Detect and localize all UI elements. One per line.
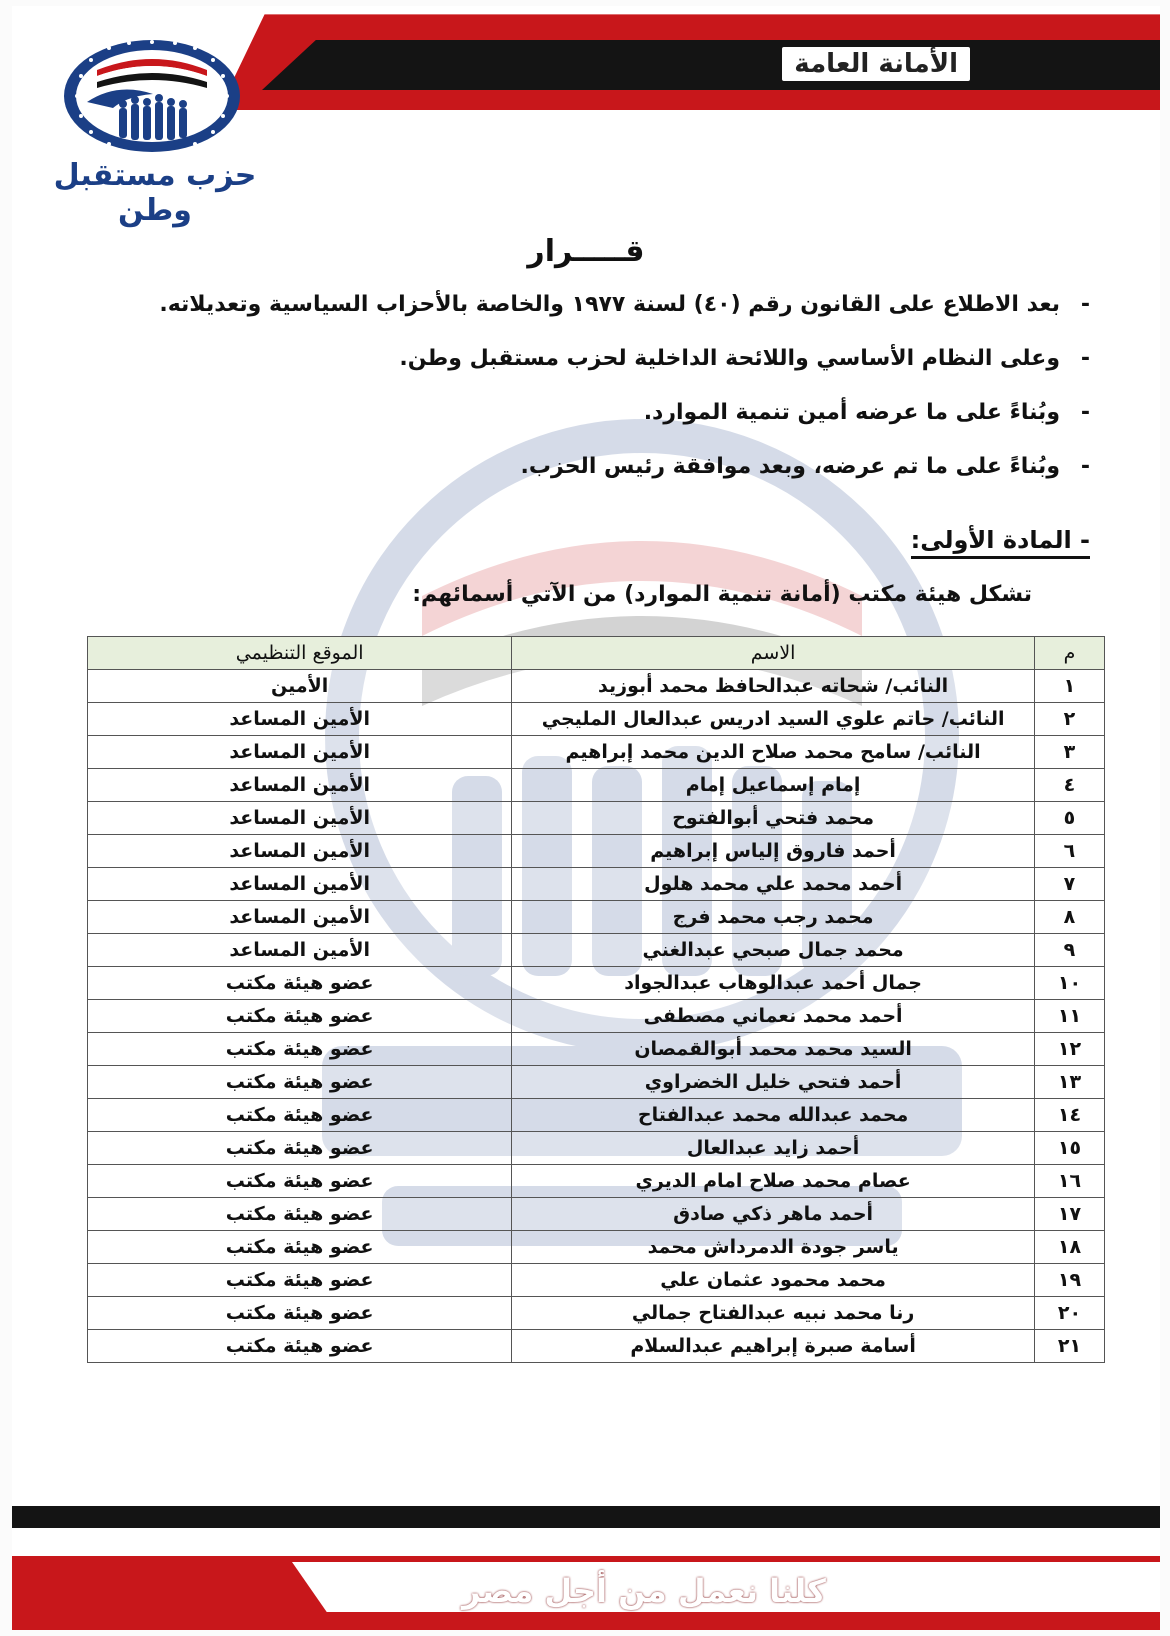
cell-name: النائب/ حاتم علوي السيد ادريس عبدالعال المليجي xyxy=(512,703,1035,736)
cell-name: أحمد محمد علي محمد هلول xyxy=(512,868,1035,901)
cell-name: النائب/ شحاته عبدالحافظ محمد أبوزيد xyxy=(512,670,1035,703)
cell-name: محمد رجب محمد فرج xyxy=(512,901,1035,934)
cell-number: ٨ xyxy=(1034,901,1104,934)
cell-role: عضو هيئة مكتب xyxy=(88,1297,512,1330)
cell-name: عصام محمد صلاح امام الديري xyxy=(512,1165,1035,1198)
cell-name: أحمد ماهر ذكي صادق xyxy=(512,1198,1035,1231)
cell-role: عضو هيئة مكتب xyxy=(88,1165,512,1198)
cell-role: الأمين المساعد xyxy=(88,934,512,967)
cell-number: ١٣ xyxy=(1034,1066,1104,1099)
table-row xyxy=(88,1330,1105,1363)
table-row xyxy=(88,703,1105,736)
cell-number: ١٢ xyxy=(1034,1033,1104,1066)
header-black-band xyxy=(262,40,1160,90)
cell-name: السيد محمد محمد أبوالقمصان xyxy=(512,1033,1035,1066)
members-table-body xyxy=(88,670,1105,1363)
clause-statute-reference xyxy=(399,346,1090,371)
cell-number: ٦ xyxy=(1034,835,1104,868)
table-row xyxy=(88,670,1105,703)
cell-name: محمد فتحي أبوالفتوح xyxy=(512,802,1035,835)
cell-role: الأمين المساعد xyxy=(88,835,512,868)
clause-presented-by xyxy=(644,400,1090,425)
members-table xyxy=(87,636,1105,1363)
party-logo-icon xyxy=(57,36,247,156)
footer-slogan: كلنا نعمل من أجل مصر xyxy=(462,1572,826,1610)
cell-role: عضو هيئة مكتب xyxy=(88,1132,512,1165)
table-row xyxy=(88,1231,1105,1264)
table-row xyxy=(88,1132,1105,1165)
cell-name: رنا محمد نبيه عبدالفتاح جمالي xyxy=(512,1297,1035,1330)
column-header-role: الموقع التنظيمي xyxy=(88,637,512,670)
cell-number: ٤ xyxy=(1034,769,1104,802)
table-row xyxy=(88,835,1105,868)
table-row xyxy=(88,1000,1105,1033)
cell-name: أحمد محمد نعماني مصطفى xyxy=(512,1000,1035,1033)
cell-role: عضو هيئة مكتب xyxy=(88,1264,512,1297)
clause-text: وعلى النظام الأساسي واللائحة الداخلية لحزب مستقبل وطن. xyxy=(399,346,1060,371)
cell-name: محمد محمود عثمان علي xyxy=(512,1264,1035,1297)
cell-number: ٩ xyxy=(1034,934,1104,967)
cell-name: محمد جمال صبحي عبدالغني xyxy=(512,934,1035,967)
cell-number: ١٧ xyxy=(1034,1198,1104,1231)
table-row xyxy=(88,901,1105,934)
table-row xyxy=(88,967,1105,1000)
cell-number: ١ xyxy=(1034,670,1104,703)
cell-number: ٥ xyxy=(1034,802,1104,835)
table-row xyxy=(88,1066,1105,1099)
cell-role: الأمين المساعد xyxy=(88,703,512,736)
cell-role: الأمين المساعد xyxy=(88,901,512,934)
footer-black-band xyxy=(12,1506,1160,1528)
clause-approval xyxy=(521,454,1090,479)
cell-name: جمال أحمد عبدالوهاب عبدالجواد xyxy=(512,967,1035,1000)
cell-name: أحمد زايد عبدالعال xyxy=(512,1132,1035,1165)
table-row xyxy=(88,1264,1105,1297)
cell-name: أحمد فاروق إلياس إبراهيم xyxy=(512,835,1035,868)
decision-title: قـــــرار xyxy=(527,234,645,269)
cell-name: النائب/ سامح محمد صلاح الدين محمد إبراهيم xyxy=(512,736,1035,769)
clause-text: وبُناءً على ما عرضه أمين تنمية الموارد. xyxy=(643,400,1060,425)
cell-role: عضو هيئة مكتب xyxy=(88,1066,512,1099)
cell-role: الأمين المساعد xyxy=(88,769,512,802)
cell-name: محمد عبدالله محمد عبدالفتاح xyxy=(512,1099,1035,1132)
cell-role: الأمين xyxy=(88,670,512,703)
header-secretariat-title: الأمانة العامة xyxy=(782,47,970,81)
cell-role: عضو هيئة مكتب xyxy=(88,1000,512,1033)
table-row xyxy=(88,1297,1105,1330)
table-row xyxy=(88,934,1105,967)
table-header-row xyxy=(88,637,1105,670)
cell-number: ٧ xyxy=(1034,868,1104,901)
cell-role: عضو هيئة مكتب xyxy=(88,967,512,1000)
cell-number: ١١ xyxy=(1034,1000,1104,1033)
cell-number: ٢٠ xyxy=(1034,1297,1104,1330)
table-row xyxy=(88,802,1105,835)
cell-role: عضو هيئة مكتب xyxy=(88,1198,512,1231)
table-row xyxy=(88,736,1105,769)
cell-role: الأمين المساعد xyxy=(88,736,512,769)
cell-number: ٢ xyxy=(1034,703,1104,736)
clause-bullet: - xyxy=(1080,346,1090,371)
table-row xyxy=(88,1099,1105,1132)
table-row xyxy=(88,868,1105,901)
cell-role: عضو هيئة مكتب xyxy=(88,1231,512,1264)
party-name-logo-text: حزب مستقبل وطن xyxy=(53,158,257,228)
table-row xyxy=(88,1033,1105,1066)
clause-bullet: - xyxy=(1080,454,1090,479)
article-heading: - المادة الأولى: xyxy=(911,526,1090,559)
cell-name: ياسر جودة الدمرداش محمد xyxy=(512,1231,1035,1264)
clause-text: وبُناءً على ما تم عرضه، وبعد موافقة رئيس الحزب. xyxy=(520,454,1060,479)
cell-number: ١٤ xyxy=(1034,1099,1104,1132)
cell-name: إمام إسماعيل إمام xyxy=(512,769,1035,802)
table-row xyxy=(88,1165,1105,1198)
clause-bullet: - xyxy=(1080,292,1090,317)
cell-role: عضو هيئة مكتب xyxy=(88,1099,512,1132)
table-row xyxy=(88,1198,1105,1231)
cell-number: ١٨ xyxy=(1034,1231,1104,1264)
table-row xyxy=(88,769,1105,802)
cell-number: ١٥ xyxy=(1034,1132,1104,1165)
cell-number: ١٩ xyxy=(1034,1264,1104,1297)
clause-text: بعد الاطلاع على القانون رقم (٤٠) لسنة ١٩٧٧ والخاصة بالأحزاب السياسية وتعديلاته. xyxy=(159,292,1060,317)
formation-statement: تشكل هيئة مكتب (أمانة تنمية الموارد) من الآتي أسمائهم: xyxy=(412,582,1032,607)
cell-number: ١٠ xyxy=(1034,967,1104,1000)
column-header-number: م xyxy=(1034,637,1104,670)
clause-law-reference xyxy=(159,292,1090,317)
document-page xyxy=(12,6,1160,1630)
cell-name: أحمد فتحي خليل الخضراوي xyxy=(512,1066,1035,1099)
cell-number: ١٦ xyxy=(1034,1165,1104,1198)
cell-number: ٣ xyxy=(1034,736,1104,769)
clause-bullet: - xyxy=(1080,400,1090,425)
cell-role: عضو هيئة مكتب xyxy=(88,1330,512,1363)
cell-role: عضو هيئة مكتب xyxy=(88,1033,512,1066)
cell-name: أسامة صبرة إبراهيم عبدالسلام xyxy=(512,1330,1035,1363)
cell-number: ٢١ xyxy=(1034,1330,1104,1363)
column-header-name: الاسم xyxy=(512,637,1035,670)
cell-role: الأمين المساعد xyxy=(88,802,512,835)
cell-role: الأمين المساعد xyxy=(88,868,512,901)
